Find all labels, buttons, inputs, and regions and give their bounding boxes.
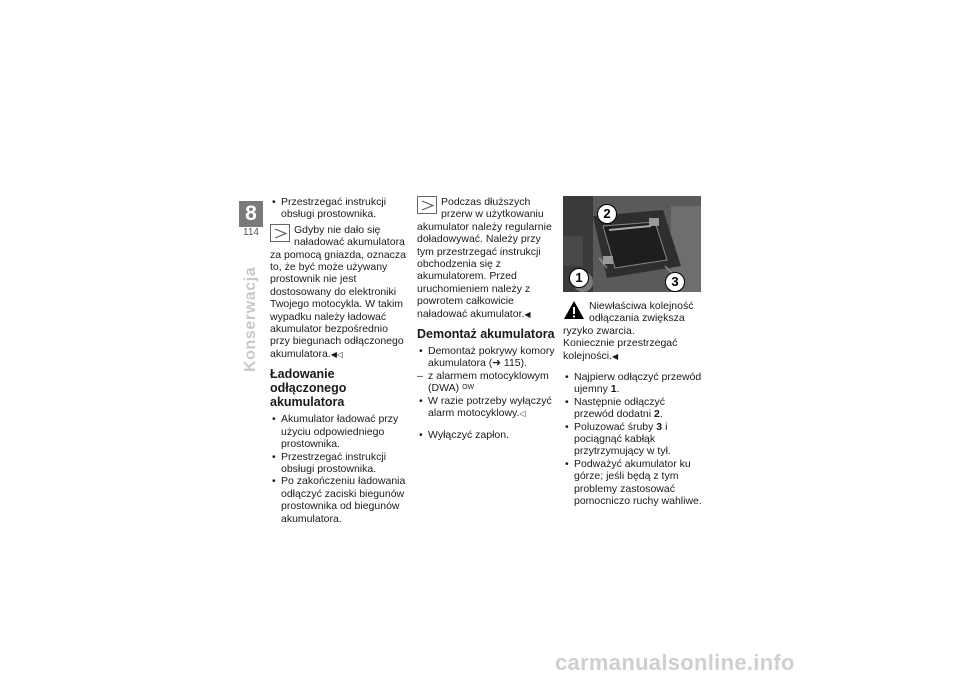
- note-triangle-icon: [417, 196, 437, 214]
- warning-block: [563, 300, 703, 363]
- warning-triangle-icon: [563, 300, 585, 320]
- list-item: • Przestrzegać instrukcji obsługi prostownika.: [270, 451, 410, 476]
- callout-1: 1: [569, 268, 589, 288]
- page-number: 114: [243, 227, 259, 238]
- warning-text: Niewłaściwa kolejność odłączania zwiększa ryzyko zwarcia.: [563, 300, 694, 337]
- step-number: 2: [653, 408, 660, 421]
- watermark: carmanualsonline.info: [555, 650, 795, 675]
- list-item: [417, 395, 557, 421]
- battery-photo: [563, 196, 701, 292]
- end-mark: ◁: [519, 409, 526, 419]
- chapter-title-vertical: Konserwacja: [242, 266, 259, 372]
- column-1: [270, 196, 410, 525]
- end-mark: ◀◁: [330, 349, 344, 359]
- list-item: • Akumulator ładować przy użyciu odpowiedniego prostownika.: [270, 413, 410, 450]
- list-item: • Przestrzegać instrukcji obsługi prostownika.: [270, 196, 410, 221]
- note-block: [417, 196, 557, 321]
- warning-text-2: Koniecznie przestrzegać kolejności.: [563, 337, 678, 362]
- callout-3: 3: [665, 272, 685, 292]
- option-code: OW: [462, 384, 475, 392]
- section-heading: Ładowanie odłączonego akumulatora: [270, 367, 347, 410]
- note-block: [270, 224, 410, 361]
- chapter-number-tab: 8: [239, 201, 263, 227]
- note-text: Gdyby nie dało się naładować akumulatora za pomocą gniazda, oznacza to, że być może używany prostownik nie jest dostosowany do elektroniki Twojego motocykla. W takim wypadku należy ładować akumulator bezpośrednio przy biegunach odłączonego akumulatora.: [270, 223, 407, 360]
- list-item: • Demontaż pokrywy komory akumulatora (➜ 115).: [417, 345, 557, 370]
- note-triangle-icon: [270, 224, 290, 242]
- end-mark: ◀: [524, 309, 531, 319]
- end-mark: ◀: [612, 351, 619, 361]
- condition-text: z alarmem motocyklowym (DWA): [428, 369, 549, 395]
- note-text: Podczas dłuższych przerw w użytkowaniu akumulator należy regularnie doładowywać. Należy przy tym przestrzegać instrukcji obchodzenia się z akumulatorem. Przed uruchomieniem należy z powrotem całkowicie naładować akumulator.: [417, 196, 552, 320]
- section-heading: Demontaż akumulatora: [417, 327, 555, 342]
- step-number: 1: [610, 383, 617, 396]
- step-number: 3: [656, 420, 663, 433]
- list-item: • Najpierw odłączyć przewód ujemny 1.: [563, 371, 703, 396]
- list-item: • Wyłączyć zapłon.: [417, 429, 557, 441]
- column-3: [563, 196, 703, 508]
- list-item: • Poluzować śruby 3 i pociągnąć kabłąk przytrzymujący w tył.: [563, 421, 703, 458]
- list-item-condition: [417, 370, 557, 395]
- list-item: • Następnie odłączyć przewód dodatni 2.: [563, 396, 703, 421]
- callout-2: 2: [597, 204, 617, 224]
- list-item: • Podważyć akumulator ku górze; jeśli będą z tym problemy zastosować pomocniczo ruchy wahliwe.: [563, 458, 703, 508]
- list-item: • Po zakończeniu ładowania odłączyć zaciski biegunów prostownika od biegunów akumulatora.: [270, 475, 410, 525]
- list-item-text: W razie potrzeby wyłączyć alarm motocyklowy.: [428, 394, 552, 420]
- column-2: [417, 196, 557, 441]
